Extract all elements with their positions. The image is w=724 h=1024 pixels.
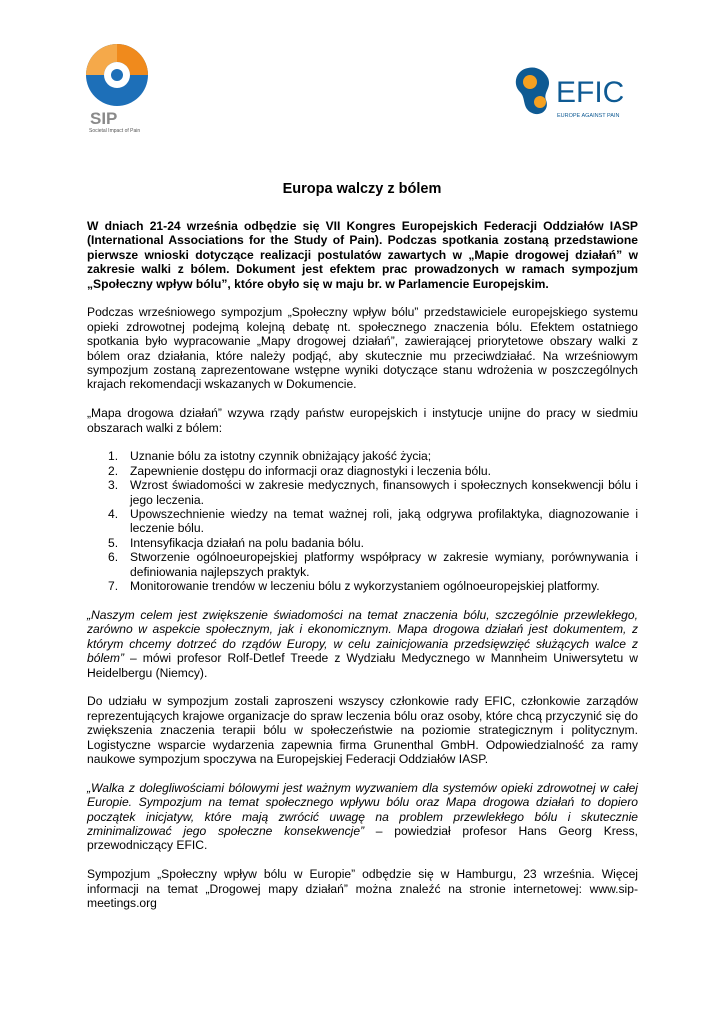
priority-list	[87, 449, 638, 593]
paragraph-symposium: Podczas wrześniowego sympozjum „Społeczny wpływ bólu” przedstawiciele europejskiego systemu opieki zdrowotnej podejmą kolejną debatę nt. społecznego znaczenia bólu. Efektem ostatniego spotkania było wypracowanie „Mapy drogowej działań”, zawierającej priorytetowe obszary walki z bólem oraz działania, które należy podjąć, aby skutecznie mu przeciwdziałać. Na wrześniowym sympozjum zostaną zaprezentowane wstępne wyniki dotyczące stanu wdrożenia w poszczególnych krajach rekomendacji wskazanych w Dokumencie.	[87, 305, 638, 392]
list-item: 1. Uznanie bólu za istotny czynnik obniżający jakość życia;	[108, 449, 432, 464]
list-item: 7. Monitorowanie trendów w leczeniu bólu z wykorzystaniem ogólnoeuropejskiej platformy.	[108, 579, 600, 594]
list-item: 5. Intensyfikacja działań na polu badania bólu.	[108, 535, 364, 550]
lead-paragraph: W dniach 21-24 września odbędzie się VII Kongres Europejskich Federacji Oddziałów IASP (International Associations for the Study of Pain). Podczas spotkania zostaną przedstawione pierwsze wnioski dotyczące realizacji postulatów zawartych w „Mapie drogowej działań” w zakresie walki z bólem. Dokument jest efektem prac prowadzonych w ramach sympozjum „Społeczny wpływ bólu”, które obyło się w maju br. w Parlamencie Europejskim.	[87, 219, 638, 291]
efic-logo	[510, 62, 636, 130]
efic-logo-name: EFIC	[556, 76, 625, 109]
list-item: 4. Upowszechnienie wiedzy na temat ważnej roli, jaką odgrywa profilaktyka, diagnozowanie i leczenie bólu.	[108, 507, 638, 536]
sip-logo	[84, 42, 150, 134]
paragraph-hamburg: Sympozjum „Społeczny wpływ bólu w Europie” odbędzie się w Hamburgu, 23 września. Więcej informacji na temat „Drogowej mapy działań” można znaleźć na stronie internetowej: www.sip-meetings.org	[87, 867, 638, 910]
list-item: 3. Wzrost świadomości w zakresie medycznych, finansowych i społecznych konsekwencji bólu i jego leczenia.	[108, 478, 638, 507]
list-item: 6. Stworzenie ogólnoeuropejskiej platformy współpracy w zakresie wymiany, porównywania i definiowania najlepszych praktyk.	[108, 550, 638, 579]
paragraph-participants: Do udziału w sympozjum zostali zaproszeni wszyscy członkowie rady EFIC, członkowie zarządów reprezentujących krajowe organizacje do spraw leczenia bólu oraz osoby, które chcą przyczynić się do zwiększenia znaczenia terapii bólu w społeczeństwie na poziomie strategicznym i politycznym. Logistyczne wsparcie wydarzenia zapewnia firma Grunenthal GmbH. Odpowiedzialność za ramy naukowe sympozjum spoczywa na Europejskiej Federacji Oddziałów IASP.	[87, 694, 638, 766]
list-item: 2. Zapewnienie dostępu do informacji oraz diagnostyki i leczenia bólu.	[108, 463, 492, 478]
quote-kress: „Walka z dolegliwościami bólowymi jest ważnym wyzwaniem dla systemów opieki zdrowotnej w całej Europie. Sympozjum na temat społecznego wpływu bólu oraz Mapa drogowa działań to dopiero początek inicjatyw, które mają zwrócić uwagę na problem przewlekłego bólu i skutecznie zminimalizować jego społeczne konsekwencje” – powiedział profesor Hans Georg Kress, przewodniczący EFIC.	[87, 780, 638, 853]
document-body	[87, 219, 638, 925]
sip-logo-name: SIP	[90, 109, 118, 128]
paragraph-roadmap-intro: „Mapa drogowa działań” wzywa rządy państw europejskich i instytucje unijne do pracy w siedmiu obszarach walki z bólem:	[87, 406, 638, 435]
efic-logo-tagline: EUROPE AGAINST PAIN	[557, 113, 620, 119]
sip-logo-tagline: Societal Impact of Pain	[89, 128, 141, 134]
quote-treede: „Naszym celem jest zwiększenie świadomości na temat znaczenia bólu, szczególnie przewlekłego, zarówno w aspekcie społecznym, jak i ekonomicznym. Mapa drogowa działań jest dokumentem, z którym chcemy dotrzeć do rządów Europy, w celu zainicjowania przedsięwzięć służących walce z bólem” – mówi profesor Rolf-Detlef Treede z Wydziału Medycznego w Mannheim Uniwersytetu w Heidelbergu (Niemcy).	[87, 607, 638, 680]
page-title: Europa walczy z bólem	[282, 181, 442, 197]
